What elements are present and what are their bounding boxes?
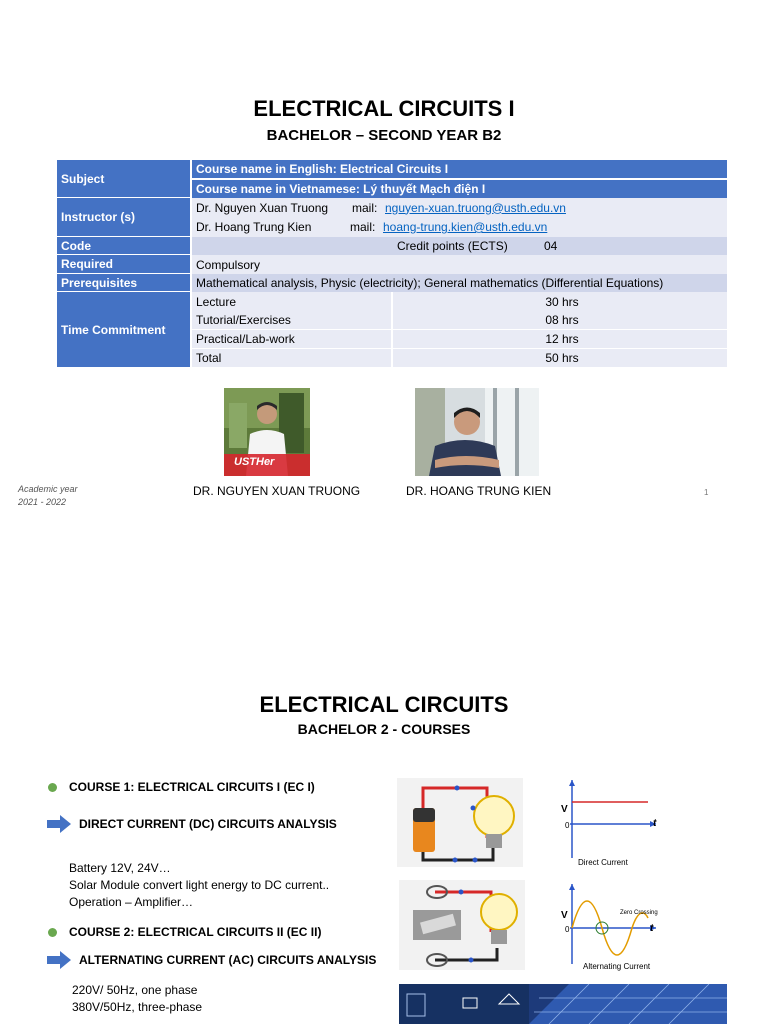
time-hours: 50 hrs	[393, 349, 727, 367]
arrow-right-icon	[47, 951, 71, 969]
dc-t-label: t	[653, 818, 657, 829]
credit-points-label: Credit points (ECTS)	[397, 239, 508, 253]
credit-points-value: 04	[544, 239, 558, 253]
slide-title: ELECTRICAL CIRCUITS	[259, 692, 509, 717]
instructor-2-mail-label: mail:	[350, 220, 376, 234]
prerequisites-value: Mathematical analysis, Physic (electricity); General mathematics (Differential Equations)	[192, 274, 727, 292]
instructor-1-photo	[224, 388, 310, 476]
time-item: Practical/Lab-work	[192, 330, 391, 348]
code-label: Code	[57, 237, 190, 255]
ac-t-label: t	[650, 923, 654, 934]
academic-year	[18, 483, 78, 509]
instructor-1-mail-label: mail:	[352, 200, 378, 215]
code-row	[192, 237, 727, 255]
slide-subtitle: BACHELOR 2 - COURSES	[297, 721, 471, 737]
ac-zero-crossing-note: Zero Crossing	[620, 910, 658, 916]
dc-caption: Direct Current	[578, 858, 628, 867]
course-2-item: 380V/50Hz, three-phase	[72, 1000, 203, 1014]
time-hours: 12 hrs	[393, 330, 727, 348]
time-item: Total	[192, 349, 391, 367]
time-commitment-label: Time Commitment	[57, 292, 190, 367]
instructor-row-2	[192, 217, 727, 237]
course-1-title: COURSE 1: ELECTRICAL CIRCUITS I (EC I)	[69, 780, 315, 794]
course-1-topic: DIRECT CURRENT (DC) CIRCUITS ANALYSIS	[79, 817, 337, 831]
arrow-right-icon	[47, 815, 71, 833]
slide-subtitle: BACHELOR – SECOND YEAR B2	[266, 127, 502, 144]
course-2-title: COURSE 2: ELECTRICAL CIRCUITS II (EC II)	[69, 925, 322, 939]
course-1-item: Battery 12V, 24V…	[69, 861, 171, 875]
page-number: 1	[704, 488, 709, 497]
ustcher-badge: USTHer	[234, 456, 275, 468]
course-name-english: Course name in English: Electrical Circuits I	[192, 160, 727, 178]
ac-zero-label: 0	[565, 925, 570, 934]
ac-caption: Alternating Current	[583, 962, 651, 971]
course-2-topic: ALTERNATING CURRENT (AC) CIRCUITS ANALYSIS	[79, 953, 377, 967]
instructor-2-caption: DR. HOANG TRUNG KIEN	[406, 484, 552, 498]
course-name-vietnamese: Course name in Vietnamese: Lý thuyết Mạch điện I	[192, 180, 727, 198]
ac-circuit-illustration	[399, 880, 525, 970]
prerequisites-label: Prerequisites	[57, 274, 190, 292]
academic-year-label: Academic year	[18, 484, 78, 494]
time-item: Tutorial/Exercises	[192, 311, 391, 329]
slide-2	[0, 650, 768, 1024]
instructor-1-caption: DR. NGUYEN XUAN TRUONG	[193, 484, 361, 498]
dc-circuit-illustration	[397, 778, 523, 867]
time-hours: 08 hrs	[393, 311, 727, 329]
required-value: Compulsory	[192, 255, 727, 274]
course-1-item: Operation – Amplifier…	[69, 895, 194, 909]
time-item: Lecture	[192, 292, 391, 311]
dc-v-label: V	[561, 804, 568, 815]
course-info-table	[57, 160, 727, 367]
bullet-dot-icon	[48, 783, 57, 792]
course-1-item: Solar Module convert light energy to DC current..	[69, 878, 330, 892]
solar-panel-banner	[399, 984, 727, 1024]
instructor-2-photo	[415, 388, 539, 476]
instructor-1-email-link[interactable]: nguyen-xuan.truong@usth.edu.vn	[385, 200, 566, 215]
subject-label: Subject	[57, 160, 190, 198]
academic-year-value: 2021 - 2022	[18, 497, 67, 507]
instructor-2-name: Dr. Hoang Trung Kien	[196, 220, 312, 234]
required-label: Required	[57, 255, 190, 274]
course-2-item: 220V/ 50Hz, one phase	[72, 983, 198, 997]
course-2-bullet	[48, 925, 321, 939]
dc-zero-label: 0	[565, 821, 570, 830]
time-hours: 30 hrs	[393, 292, 727, 311]
instructor-label: Instructor (s)	[57, 198, 190, 237]
instructor-row-1	[192, 198, 727, 217]
instructor-1-name: Dr. Nguyen Xuan Truong	[196, 200, 329, 215]
instructor-2-email-link[interactable]: hoang-trung.kien@usth.edu.vn	[383, 220, 548, 234]
slide-title: ELECTRICAL CIRCUITS I	[253, 96, 515, 121]
bullet-dot-icon	[48, 928, 57, 937]
ac-v-label: V	[561, 910, 568, 921]
course-1-bullet	[48, 780, 315, 794]
